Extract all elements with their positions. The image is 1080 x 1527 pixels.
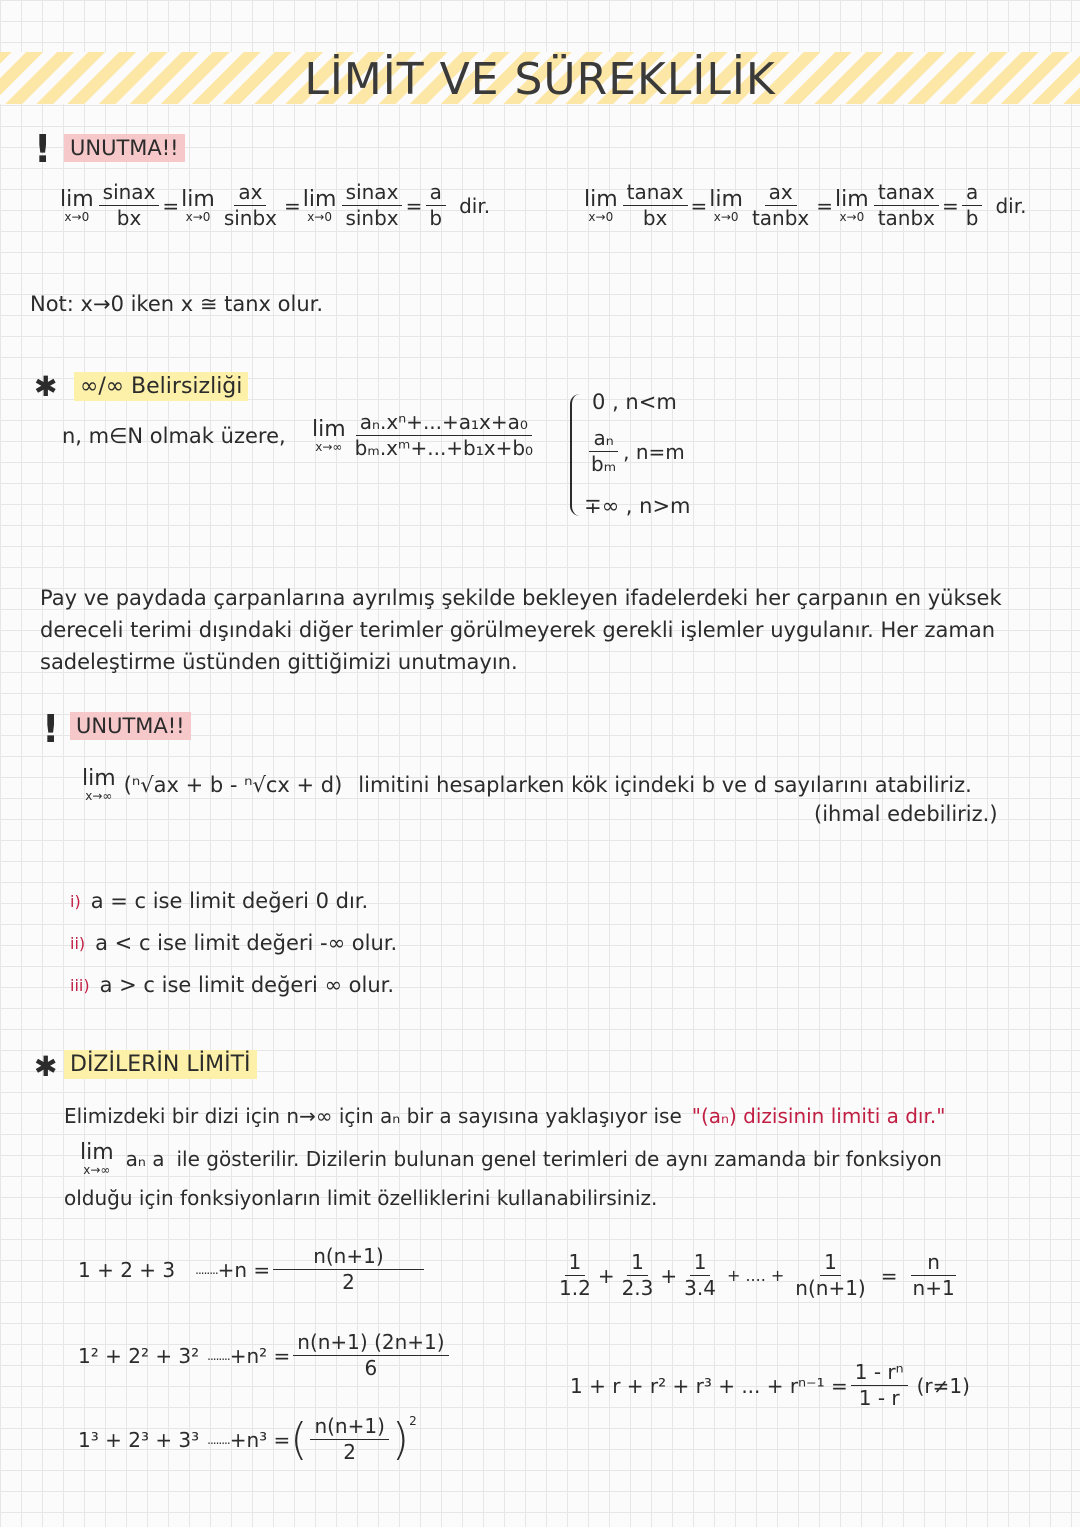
note-text: Not: x→0 iken x ≅ tanx olur. xyxy=(30,292,324,316)
list-item: iii) a > c ise limit değeri ∞ olur. xyxy=(70,973,395,997)
sin-limit-formula: lim x→0 $\frac{\text{sinax}}{bx}$ = lim x→0 $\frac{ax}{\text{sinbx}}$ = lim x→0 $\frac{\text{sinax}}{\text{sinbx}}$ = $\frac{a}{b}$ dir. xyxy=(60,180,491,230)
exclamation-icon: ! xyxy=(34,127,52,171)
exclamation-icon: ! xyxy=(42,707,60,751)
case-1: 0 , n<m xyxy=(592,390,677,414)
root-cases-list xyxy=(70,880,397,1006)
tan-limit-formula: lim x→0 $\frac{\text{tanax}}{bx}$ = lim x→0 $\frac{ax}{\text{tanbx}}$ = lim x→0 $\frac{\text{tanax}}{\text{tanbx}}$ = $\frac{a}{b}$ dir. xyxy=(584,180,1027,230)
sequence-line-3: olduğu için fonksiyonların limit özelliklerini kullanabilirsiniz. xyxy=(64,1186,658,1210)
sequence-line-2: lim x→∞ aₙ a ile gösterilir. Dizilerin bulunan genel terimleri de aynı zamanda bir fonksiyon xyxy=(80,1140,942,1177)
condition-text: n, m∈N olmak üzere, xyxy=(62,424,286,448)
list-item: ii) a < c ise limit değeri -∞ olur. xyxy=(70,931,398,955)
list-item: i) a = c ise limit değeri 0 dır. xyxy=(70,889,369,913)
root-limit-row: lim x→∞ (ⁿ√ax + b - ⁿ√cx + d) limitini hesaplarken kök içindeki b ve d sayılarını atabiliriz. xyxy=(82,766,972,803)
case-3: ∓∞ , n>m xyxy=(584,494,691,518)
asterisk-icon: ✱ xyxy=(34,1050,58,1083)
ihmal-note: (ihmal edebiliriz.) xyxy=(814,802,998,826)
explanation-paragraph: Pay ve paydada çarpanlarına ayrılmış şekilde bekleyen ifadelerdeki her çarpanın en yüksek dereceli terimi dışındaki diğer terimler görülmeyerek gerekli işlemler uygulanır. Her zaman sadeleştirme üstünden gittiğimizi unutmayın. xyxy=(40,586,1002,674)
unutma-badge-2: UNUTMA!! xyxy=(70,712,191,740)
case-2: $\frac{\text{aₙ}}{\text{bₘ}}$ , n=m xyxy=(591,426,685,476)
asterisk-icon: ✱ xyxy=(34,370,58,403)
sum-formula-2: 1² + 2² + 3² ........ +n² = $\frac{n(n+1) (2n+1)}{6}$ xyxy=(78,1330,452,1381)
geometric-formula: 1 + r + r² + r³ + ... + rⁿ⁻¹ = $\frac{\text{1 - rⁿ}}{1 - r}$ (r≠1) xyxy=(570,1360,970,1410)
sum-formula-3: 1³ + 2³ + 3³ ........ +n³ = ( $\frac{n(n+1)}{2}$ ) 2 xyxy=(78,1414,417,1465)
sum-formula-1: 1 + 2 + 3 ........ +n = $\frac{n(n+1)}{2}$ xyxy=(78,1244,427,1295)
page-title: LİMİT VE SÜREKLİLİK xyxy=(304,54,776,105)
telescoping-formula: $\frac{1}{1.2}$ + $\frac{1}{2.3}$ + $\frac{1}{3.4}$ + .... + $\frac{1}{n(n+1)}$ = $\frac{n}{n+1}$ xyxy=(559,1250,955,1300)
sequence-heading: DİZİLERİN LİMİTİ xyxy=(64,1050,257,1079)
rational-limit-formula: lim x→∞ $\frac{\text{aₙ.xⁿ+...+a₁x+a₀}}{\text{bₘ.xᵐ+...+b₁x+b₀}}$ xyxy=(312,410,534,460)
sequence-line-1: Elimizdeki bir dizi için n→∞ için aₙ bir a sayısına yaklaşıyor ise "(aₙ) dizisinin limiti a dır." xyxy=(64,1104,946,1128)
unutma-badge-1: UNUTMA!! xyxy=(64,134,185,162)
infinity-heading: ∞/∞ Belirsizliği xyxy=(74,372,248,401)
